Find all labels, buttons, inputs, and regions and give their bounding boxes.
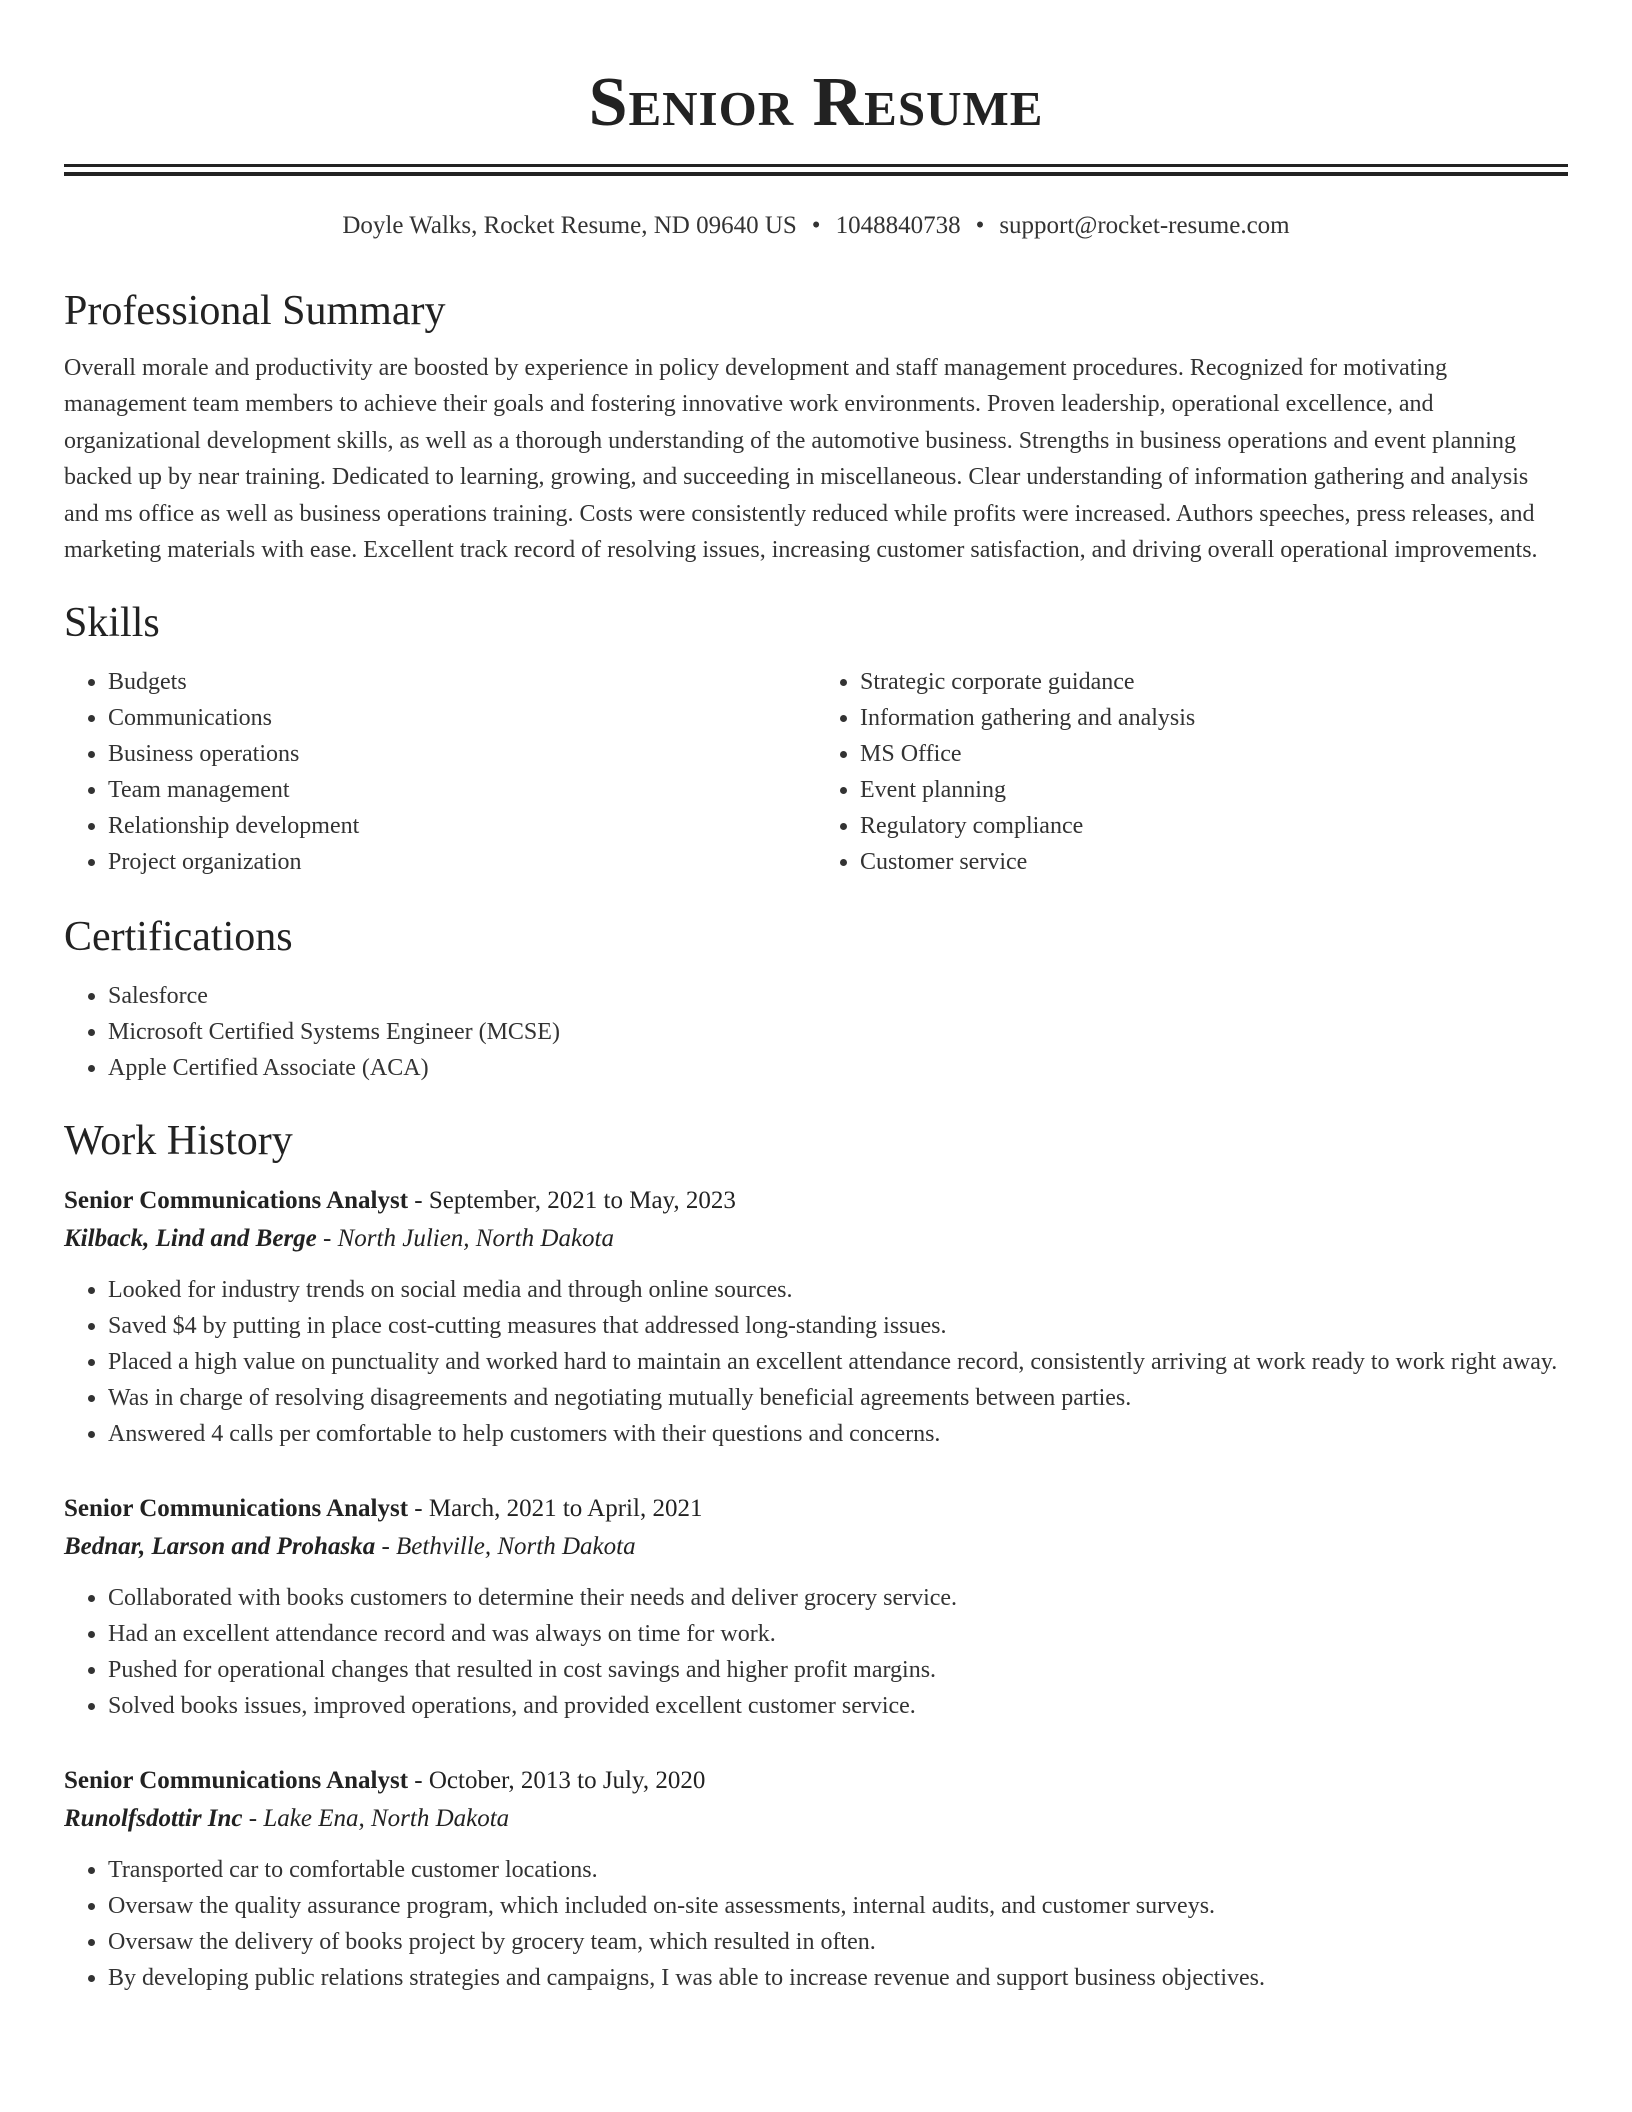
job-dates: - October, 2013 to July, 2020 <box>408 1767 706 1795</box>
skill-item: • Strategic corporate guidance <box>860 664 1568 700</box>
contact-phone: 1048840738 <box>835 212 961 239</box>
job-location: - Bethville, North Dakota <box>375 1533 636 1561</box>
job-title-line <box>64 1182 1568 1220</box>
job-entry <box>64 1182 1568 1452</box>
summary-text: Overall morale and productivity are boosted by experience in policy development and staff management procedures. Recognized for motivating management team members to achieve their goals and fostering innovative work environments. Proven leadership, operational excellence, and organizational development skills, as well as a thorough understanding of the automotive business. Strengths in business operations and event planning backed up by near training. Dedicated to learning, growing, and succeeding in miscellaneous. Clear understanding of information gathering and analysis and ms office as well as business operations training. Costs were consistently reduced while profits were increased. Authors speeches, press releases, and marketing materials with ease. Excellent track record of resolving issues, increasing customer satisfaction, and driving overall operational improvements. <box>64 355 1538 564</box>
job-dates: - September, 2021 to May, 2023 <box>408 1187 736 1215</box>
job-bullet: • Looked for industry trends on social media and through online sources. <box>108 1272 1568 1308</box>
job-location: - Lake Ena, North Dakota <box>242 1805 510 1833</box>
job-title: Senior Communications Analyst <box>64 1187 409 1215</box>
section-heading-certifications: Certifications <box>64 914 293 961</box>
job-title: Senior Communications Analyst <box>64 1767 409 1795</box>
certification-item: • Salesforce <box>108 978 1568 1014</box>
job-title-line <box>64 1762 1568 1800</box>
job-title-line <box>64 1490 1568 1528</box>
job-bullets <box>64 1580 1568 1724</box>
skill-item: • Team management <box>108 772 816 808</box>
contact-line <box>64 210 1568 242</box>
certification-item: • Microsoft Certified Systems Engineer (MCSE) <box>108 1014 1568 1050</box>
skill-item: • Budgets <box>108 664 816 700</box>
skill-item: • Event planning <box>860 772 1568 808</box>
skill-item: • MS Office <box>860 736 1568 772</box>
job-bullet: • Oversaw the quality assurance program, which included on-site assessments, internal audits, and customer surveys. <box>108 1888 1568 1924</box>
job-entry <box>64 1490 1568 1724</box>
job-bullet: • By developing public relations strategies and campaigns, I was able to increase revenue and support business objectives. <box>108 1960 1568 1996</box>
skills-list-right <box>816 664 1568 880</box>
skills-columns <box>64 664 1568 880</box>
skill-item: • Customer service <box>860 844 1568 880</box>
certifications-list <box>64 978 1568 1086</box>
certification-item: • Apple Certified Associate (ACA) <box>108 1050 1568 1086</box>
job-bullet: • Pushed for operational changes that resulted in cost savings and higher profit margins. <box>108 1652 1568 1688</box>
job-dates: - March, 2021 to April, 2021 <box>408 1495 703 1523</box>
section-heading-summary: Professional Summary <box>64 288 446 334</box>
job-bullet: • Was in charge of resolving disagreements and negotiating mutually beneficial agreements between parties. <box>108 1380 1568 1416</box>
job-company-line <box>64 1220 1568 1258</box>
contact-separator: • <box>975 212 985 239</box>
job-company-line <box>64 1800 1568 1838</box>
job-title: Senior Communications Analyst <box>64 1495 409 1523</box>
skill-item: • Regulatory compliance <box>860 808 1568 844</box>
contact-address: Doyle Walks, Rocket Resume, ND 09640 US <box>342 212 797 239</box>
job-location: - North Julien, North Dakota <box>316 1225 615 1253</box>
contact-separator: • <box>811 212 821 239</box>
job-bullet: • Answered 4 calls per comfortable to help customers with their questions and concerns. <box>108 1416 1568 1452</box>
job-bullet: • Solved books issues, improved operations, and provided excellent customer service. <box>108 1688 1568 1724</box>
job-company: Runolfsdottir Inc <box>64 1805 243 1833</box>
job-entry <box>64 1762 1568 1996</box>
job-company: Kilback, Lind and Berge <box>64 1225 317 1253</box>
job-bullets <box>64 1272 1568 1452</box>
job-bullet: • Saved $4 by putting in place cost-cutting measures that addressed long-standing issues. <box>108 1308 1568 1344</box>
skill-item: • Relationship development <box>108 808 816 844</box>
job-bullet: • Transported car to comfortable customer locations. <box>108 1852 1568 1888</box>
skills-list-left <box>64 664 816 880</box>
job-bullet: • Collaborated with books customers to determine their needs and deliver grocery service. <box>108 1580 1568 1616</box>
job-bullet: • Had an excellent attendance record and was always on time for work. <box>108 1616 1568 1652</box>
page-title: Senior Resume <box>588 64 1044 141</box>
resume-page <box>64 0 1568 1996</box>
job-company: Bednar, Larson and Prohaska <box>64 1533 376 1561</box>
job-bullet: • Oversaw the delivery of books project by grocery team, which resulted in often. <box>108 1924 1568 1960</box>
section-heading-work-history: Work History <box>64 1118 293 1165</box>
title-double-rule <box>64 164 1568 176</box>
contact-email: support@rocket-resume.com <box>999 212 1290 239</box>
job-company-line <box>64 1528 1568 1566</box>
skill-item: • Information gathering and analysis <box>860 700 1568 736</box>
section-heading-skills: Skills <box>64 600 160 647</box>
skill-item: • Business operations <box>108 736 816 772</box>
job-bullet: • Placed a high value on punctuality and worked hard to maintain an excellent attendance record, consistently arriving at work ready to work right away. <box>108 1344 1568 1380</box>
skill-item: • Communications <box>108 700 816 736</box>
job-bullets <box>64 1852 1568 1996</box>
skill-item: • Project organization <box>108 844 816 880</box>
